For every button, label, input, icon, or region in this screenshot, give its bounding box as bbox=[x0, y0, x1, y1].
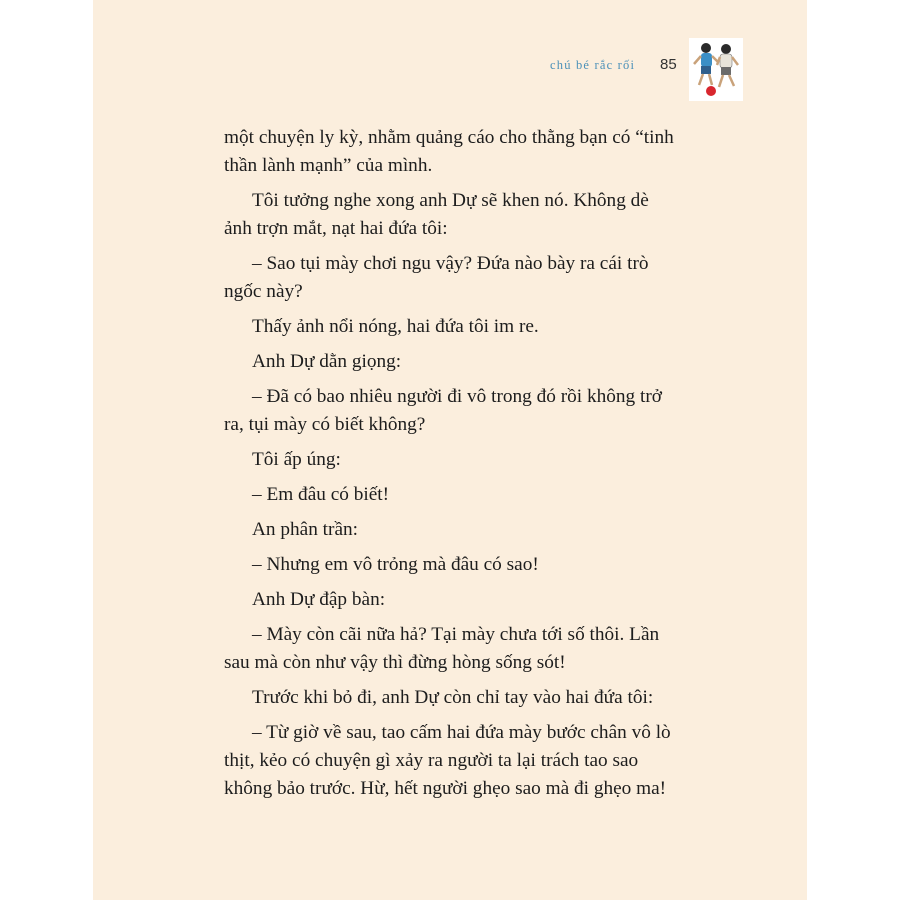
paragraph: – Đã có bao nhiêu người đi vô trong đó rồi không trở ra, tụi mày có biết không? bbox=[224, 386, 662, 435]
paragraph: – Mày còn cãi nữa hả? Tại mày chưa tới số thôi. Lần sau mà còn như vậy thì đừng hòng sống sót! bbox=[224, 624, 660, 673]
paragraph: – Em đâu có biết! bbox=[252, 484, 390, 505]
paragraph: – Sao tụi mày chơi ngu vậy? Đứa nào bày ra cái trò ngốc này? bbox=[224, 253, 649, 302]
paragraph: Thấy ảnh nổi nóng, hai đứa tôi im re. bbox=[252, 316, 539, 337]
book-page bbox=[93, 0, 807, 900]
running-title: chú bé rắc rối bbox=[550, 58, 636, 72]
paragraph: – Từ giờ về sau, tao cấm hai đứa mày bước chân vô lò thịt, kẻo có chuyện gì xảy ra người ta lại trách tao sao không bảo trước. Hừ, hết người ghẹo sao mà đi ghẹo ma! bbox=[224, 722, 671, 799]
paragraph: An phân trần: bbox=[252, 519, 359, 540]
paragraph: một chuyện ly kỳ, nhằm quảng cáo cho thằng bạn có “tinh thần lành mạnh” của mình. bbox=[224, 127, 674, 176]
paragraph: Tôi tưởng nghe xong anh Dự sẽ khen nó. Không dè ảnh trợn mắt, nạt hai đứa tôi: bbox=[224, 190, 649, 239]
page-number: 85 bbox=[660, 56, 677, 73]
paragraph: Anh Dự đập bàn: bbox=[252, 589, 386, 610]
paragraph: – Nhưng em vô trỏng mà đâu có sao! bbox=[252, 554, 539, 575]
paragraph: Tôi ấp úng: bbox=[252, 449, 341, 470]
paragraph: Anh Dự dằn giọng: bbox=[252, 351, 402, 372]
body-text bbox=[224, 124, 676, 810]
two-boys-playing-ball-icon bbox=[689, 38, 743, 101]
paragraph: Trước khi bỏ đi, anh Dự còn chỉ tay vào hai đứa tôi: bbox=[252, 687, 654, 708]
